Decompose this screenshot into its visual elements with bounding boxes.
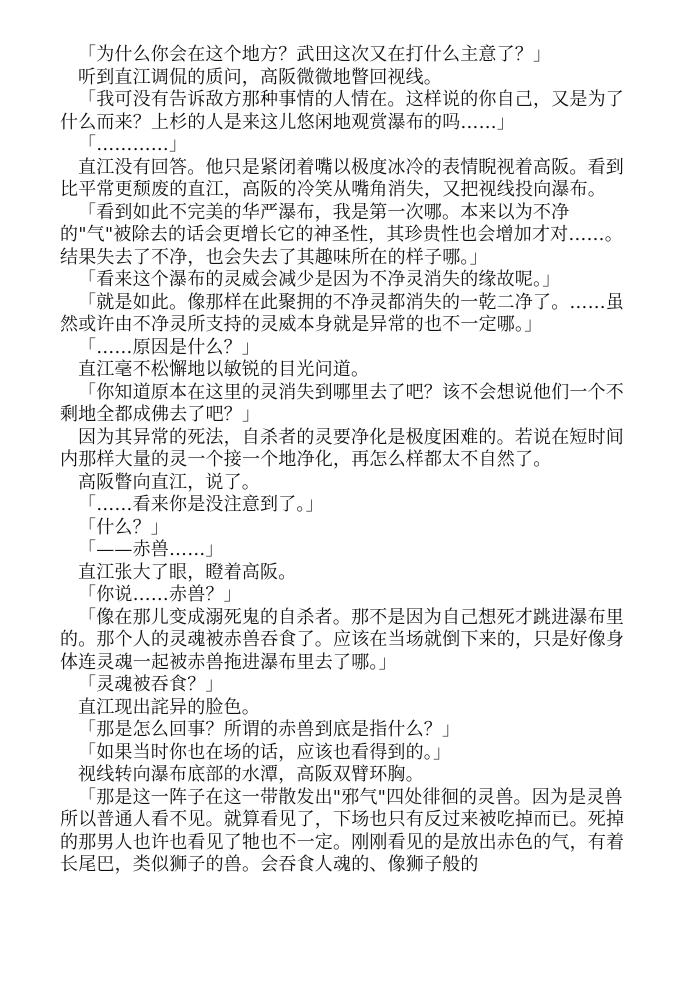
paragraph: 「灵魂被吞食？」 xyxy=(78,674,224,695)
paragraph: 「为什么你会在这个地方？武田这次又在打什么主意了？」 xyxy=(78,44,552,65)
paragraph: 「就是如此。像那样在此聚拥的不净灵都消失的一乾二净了。……虽然或许由不净灵所支持的灵威本身就是异常的也不一定哪。」 xyxy=(60,291,624,335)
paragraph: 「什么？」 xyxy=(78,516,169,538)
paragraph: 「——赤兽……」 xyxy=(78,539,224,560)
paragraph: 「你说……赤兽？」 xyxy=(78,584,242,605)
paragraph: 「那是怎么回事？所谓的赤兽到底是指什么？」 xyxy=(78,719,461,740)
paragraph: 「那是这一阵子在这一带散发出"邪气"四处徘徊的灵兽。因为是灵兽所以普通人看不见。就算看见了，下场也只有反过来被吃掉而已。死掉的那男人也许也看见了牠也不一定。刚刚看见的是放出赤色的气，有着长尾巴，类似狮子的兽。会吞食人魂的、像狮子般的 xyxy=(60,786,625,875)
paragraph: 「……原因是什么？」 xyxy=(78,336,260,358)
paragraph: 「看来这个瀑布的灵威会减少是因为不净灵消失的缘故呢。」 xyxy=(78,269,561,290)
paragraph: 「像在那儿变成溺死鬼的自杀者。那不是因为自己想死才跳进瀑布里的。那个人的灵魂被赤兽吞食了。应该在当场就倒下来的，只是好像身体连灵魂一起被赤兽拖进瀑布里去了哪。」 xyxy=(60,606,625,673)
paragraph: 「……看来你是没注意到了。」 xyxy=(78,494,324,515)
paragraph: 直江张大了眼，瞪着高阪。 xyxy=(78,561,297,583)
text-page xyxy=(60,44,632,877)
paragraph: 因为其异常的死法，自杀者的灵要净化是极度困难的。若说在短时间内那样大量的灵一个接一个地净化，再怎么样都太不自然了。 xyxy=(60,426,624,470)
paragraph: 直江现出詫异的脸色。 xyxy=(78,696,260,718)
paragraph: 高阪瞥向直江，说了。 xyxy=(78,471,260,493)
paragraph: 直江毫不松懈地以敏锐的目光问道。 xyxy=(78,359,370,380)
paragraph: 听到直江调侃的质问，高阪微微地瞥回视线。 xyxy=(78,66,442,88)
paragraph: 视线转向瀑布底部的水潭，高阪双臂环胸。 xyxy=(78,764,424,785)
paragraph: 「…………」 xyxy=(78,134,188,155)
paragraph: 「看到如此不完美的华严瀑布，我是第一次哪。本来以为不净的"气"被除去的话会更增长它的神圣性，其珍贵性也会增加才对……。结果失去了不净，也会失去了其趣味所在的样子哪。」 xyxy=(60,201,623,268)
paragraph: 「我可没有告诉敌方那种事情的人情在。这样说的你自己，又是为了什么而来？上杉的人是来这儿悠闲地观赏瀑布的吗……」 xyxy=(60,89,624,133)
paragraph: 「如果当时你也在场的话，应该也看得到的。」 xyxy=(78,741,452,763)
paragraph: 「你知道原本在这里的灵消失到哪里去了吧？该不会想说他们一个不剩地全都成佛去了吧？」 xyxy=(60,381,624,425)
paragraph: 直江没有回答。他只是紧闭着嘴以极度冰冷的表情睨视着高阪。看到比平常更颓废的直江，高阪的冷笑从嘴角消失，又把视线投向瀑布。 xyxy=(60,156,624,200)
